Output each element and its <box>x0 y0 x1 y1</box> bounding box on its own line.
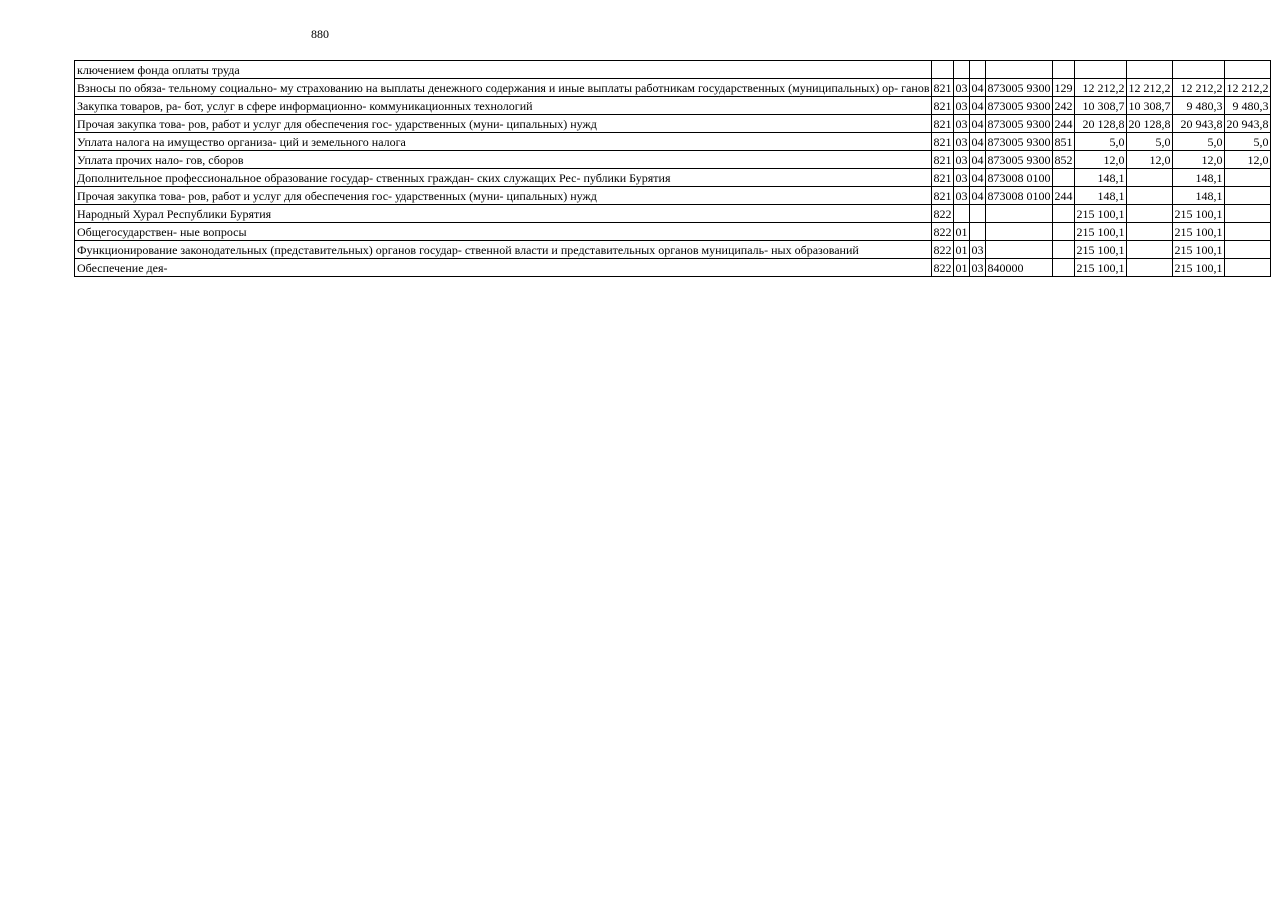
amount-cell-3: 148,1 <box>1172 169 1224 187</box>
amount-cell-3: 148,1 <box>1172 187 1224 205</box>
table-row <box>75 169 1271 187</box>
amount-cell-1: 148,1 <box>1074 187 1126 205</box>
table-row <box>75 97 1271 115</box>
target-article-cell: 873008 0100 <box>985 187 1052 205</box>
expense-type-cell <box>1052 223 1074 241</box>
ministry-code-cell: 822 <box>931 223 953 241</box>
expense-type-cell: 244 <box>1052 115 1074 133</box>
ministry-code-cell: 821 <box>931 133 953 151</box>
subsection-code-cell <box>969 61 985 79</box>
section-code-cell: 01 <box>953 241 969 259</box>
amount-cell-3 <box>1172 61 1224 79</box>
amount-cell-2: 20 128,8 <box>1126 115 1172 133</box>
amount-cell-2: 12,0 <box>1126 151 1172 169</box>
amount-cell-1: 10 308,7 <box>1074 97 1126 115</box>
section-code-cell: 03 <box>953 97 969 115</box>
amount-cell-2 <box>1126 169 1172 187</box>
row-name-cell: Прочая закупка това- ров, работ и услуг для обеспечения гос- ударственных (муни- ципальных) нужд <box>75 187 932 205</box>
ministry-code-cell: 821 <box>931 169 953 187</box>
table-row <box>75 133 1271 151</box>
amount-cell-4 <box>1224 61 1270 79</box>
ministry-code-cell: 821 <box>931 151 953 169</box>
amount-cell-4 <box>1224 187 1270 205</box>
ministry-code-cell <box>931 61 953 79</box>
amount-cell-2 <box>1126 187 1172 205</box>
amount-cell-3: 5,0 <box>1172 133 1224 151</box>
amount-cell-4: 5,0 <box>1224 133 1270 151</box>
expense-type-cell <box>1052 205 1074 223</box>
target-article-cell: 873005 9300 <box>985 79 1052 97</box>
expense-type-cell <box>1052 169 1074 187</box>
amount-cell-1: 148,1 <box>1074 169 1126 187</box>
section-code-cell: 03 <box>953 115 969 133</box>
target-article-cell: 840000 <box>985 259 1052 277</box>
subsection-code-cell <box>969 205 985 223</box>
table-row <box>75 205 1271 223</box>
target-article-cell: 873005 9300 <box>985 151 1052 169</box>
ministry-code-cell: 822 <box>931 241 953 259</box>
ministry-code-cell: 821 <box>931 79 953 97</box>
subsection-code-cell: 04 <box>969 187 985 205</box>
amount-cell-2: 10 308,7 <box>1126 97 1172 115</box>
target-article-cell: 873008 0100 <box>985 169 1052 187</box>
amount-cell-4 <box>1224 259 1270 277</box>
row-name-cell: Закупка товаров, ра- бот, услуг в сфере информационно- коммуникационных технологий <box>75 97 932 115</box>
table-body <box>75 61 1271 277</box>
amount-cell-2 <box>1126 205 1172 223</box>
expense-type-cell <box>1052 259 1074 277</box>
amount-cell-1: 12 212,2 <box>1074 79 1126 97</box>
amount-cell-2: 5,0 <box>1126 133 1172 151</box>
ministry-code-cell: 821 <box>931 187 953 205</box>
amount-cell-1: 20 128,8 <box>1074 115 1126 133</box>
expense-type-cell: 852 <box>1052 151 1074 169</box>
section-code-cell: 01 <box>953 223 969 241</box>
section-code-cell: 03 <box>953 187 969 205</box>
amount-cell-4: 9 480,3 <box>1224 97 1270 115</box>
table-row <box>75 223 1271 241</box>
table-row <box>75 115 1271 133</box>
subsection-code-cell: 04 <box>969 115 985 133</box>
row-name-cell: Функционирование законодательных (представительных) органов государ- ственной власти и представительных органов муниципаль- ных образований <box>75 241 932 259</box>
amount-cell-3: 12 212,2 <box>1172 79 1224 97</box>
target-article-cell <box>985 61 1052 79</box>
amount-cell-3: 12,0 <box>1172 151 1224 169</box>
amount-cell-1 <box>1074 61 1126 79</box>
amount-cell-1: 12,0 <box>1074 151 1126 169</box>
ministry-code-cell: 821 <box>931 115 953 133</box>
table-row <box>75 79 1271 97</box>
section-code-cell: 03 <box>953 79 969 97</box>
expense-type-cell <box>1052 61 1074 79</box>
amount-cell-4 <box>1224 205 1270 223</box>
expense-type-cell: 244 <box>1052 187 1074 205</box>
expense-type-cell: 242 <box>1052 97 1074 115</box>
ministry-code-cell: 821 <box>931 97 953 115</box>
amount-cell-4: 20 943,8 <box>1224 115 1270 133</box>
amount-cell-2 <box>1126 241 1172 259</box>
amount-cell-4 <box>1224 169 1270 187</box>
subsection-code-cell: 03 <box>969 259 985 277</box>
amount-cell-1: 215 100,1 <box>1074 223 1126 241</box>
target-article-cell: 873005 9300 <box>985 133 1052 151</box>
amount-cell-1: 5,0 <box>1074 133 1126 151</box>
target-article-cell <box>985 205 1052 223</box>
section-code-cell: 03 <box>953 169 969 187</box>
section-code-cell: 01 <box>953 259 969 277</box>
amount-cell-1: 215 100,1 <box>1074 259 1126 277</box>
amount-cell-1: 215 100,1 <box>1074 241 1126 259</box>
row-name-cell: Уплата налога на имущество организа- ций и земельного налога <box>75 133 932 151</box>
section-code-cell <box>953 61 969 79</box>
amount-cell-2: 12 212,2 <box>1126 79 1172 97</box>
target-article-cell <box>985 223 1052 241</box>
amount-cell-2 <box>1126 61 1172 79</box>
section-code-cell: 03 <box>953 133 969 151</box>
row-name-cell: Уплата прочих нало- гов, сборов <box>75 151 932 169</box>
row-name-cell: ключением фонда оплаты труда <box>75 61 932 79</box>
budget-table <box>74 60 1271 277</box>
table-row <box>75 187 1271 205</box>
ministry-code-cell: 822 <box>931 259 953 277</box>
row-name-cell: Общегосударствен- ные вопросы <box>75 223 932 241</box>
section-code-cell: 03 <box>953 151 969 169</box>
amount-cell-4: 12 212,2 <box>1224 79 1270 97</box>
subsection-code-cell <box>969 223 985 241</box>
subsection-code-cell: 04 <box>969 169 985 187</box>
ministry-code-cell: 822 <box>931 205 953 223</box>
subsection-code-cell: 04 <box>969 151 985 169</box>
amount-cell-2 <box>1126 259 1172 277</box>
amount-cell-2 <box>1126 223 1172 241</box>
amount-cell-3: 20 943,8 <box>1172 115 1224 133</box>
expense-type-cell: 851 <box>1052 133 1074 151</box>
row-name-cell: Дополнительное профессиональное образование государ- ственных граждан- ских служащих Рес- публики Бурятия <box>75 169 932 187</box>
amount-cell-3: 215 100,1 <box>1172 223 1224 241</box>
target-article-cell: 873005 9300 <box>985 97 1052 115</box>
row-name-cell: Обеспечение дея- <box>75 259 932 277</box>
amount-cell-3: 9 480,3 <box>1172 97 1224 115</box>
amount-cell-3: 215 100,1 <box>1172 205 1224 223</box>
amount-cell-4 <box>1224 241 1270 259</box>
expense-type-cell: 129 <box>1052 79 1074 97</box>
amount-cell-3: 215 100,1 <box>1172 241 1224 259</box>
amount-cell-4 <box>1224 223 1270 241</box>
subsection-code-cell: 04 <box>969 97 985 115</box>
table-row <box>75 151 1271 169</box>
target-article-cell <box>985 241 1052 259</box>
expense-type-cell <box>1052 241 1074 259</box>
row-name-cell: Прочая закупка това- ров, работ и услуг для обеспечения гос- ударственных (муни- ципальных) нужд <box>75 115 932 133</box>
section-code-cell <box>953 205 969 223</box>
subsection-code-cell: 04 <box>969 79 985 97</box>
table-row <box>75 61 1271 79</box>
table-row <box>75 241 1271 259</box>
row-name-cell: Взносы по обяза- тельному социально- му страхованию на выплаты денежного содержания и иные выплаты работникам государственных (муниципальных) ор- ганов <box>75 79 932 97</box>
amount-cell-3: 215 100,1 <box>1172 259 1224 277</box>
amount-cell-4: 12,0 <box>1224 151 1270 169</box>
table-row <box>75 259 1271 277</box>
subsection-code-cell: 04 <box>969 133 985 151</box>
row-name-cell: Народный Хурал Республики Бурятия <box>75 205 932 223</box>
page-number: 880 <box>311 27 329 41</box>
target-article-cell: 873005 9300 <box>985 115 1052 133</box>
subsection-code-cell: 03 <box>969 241 985 259</box>
amount-cell-1: 215 100,1 <box>1074 205 1126 223</box>
